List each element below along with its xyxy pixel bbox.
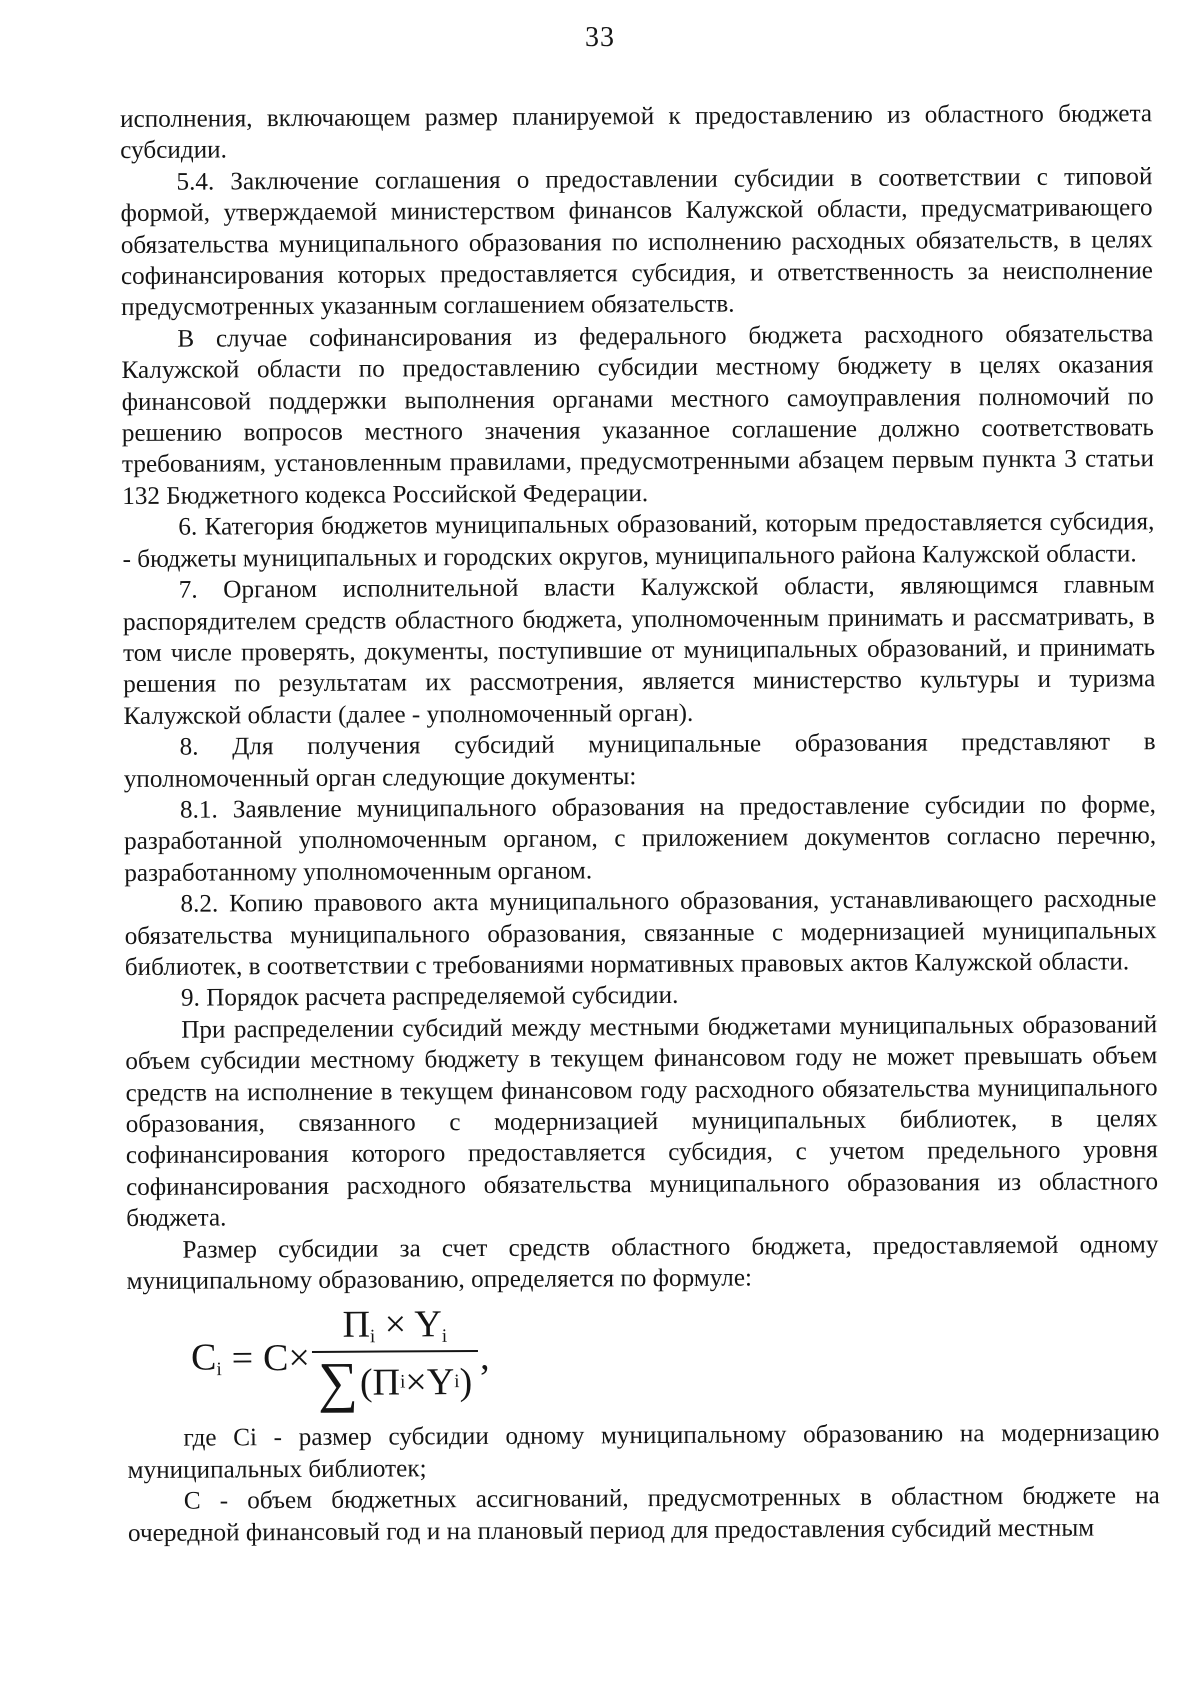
formula-equals: =: [231, 1337, 254, 1380]
formula-lhs: $C_i$: [190, 1336, 222, 1381]
formula-denominator: ∑ ( П i × Y i ): [312, 1350, 478, 1411]
paragraph-7: 7. Органом исполнительной власти Калужской области, являющимся главным распорядителем средств областного бюджета, уполномоченным принимать и рассматривать, в том числе проверять, документы, поступившие от муниципальных образований, и принимать решения по результатам их рассмотрения, является министерство культуры и туризма Калужской области (далее - уполномоченный орган).: [122, 571, 1156, 730]
paragraph-federal-cofinancing: В случае софинансирования из федерального бюджета расходного обязательства Калужской области по предоставлению субсидии местному бюджету в целях оказания финансовой поддержки выполнения органами местного самоуправления полномочий по решению вопросов местного значения указанное соглашение должно соответствовать требованиям, установленным правилами, предусмотренными абзацем первым пункта 3 статьи 132 Бюджетного кодекса Российской Федерации.: [121, 320, 1155, 510]
sum-symbol: ∑: [317, 1351, 359, 1414]
subsidy-formula: [127, 1294, 1160, 1420]
paragraph-continuation: исполнения, включающем размер планируемой к предоставлению из областного бюджета субсидии.: [120, 100, 1153, 165]
paragraph-formula-intro: Размер субсидии за счет средств областного бюджета, предоставляемой одному муниципальному образованию, определяется по формуле:: [126, 1230, 1159, 1296]
formula-times: ×: [288, 1337, 311, 1380]
paragraph-ci-definition: где Ci - размер субсидии одному муниципальному образованию на модернизацию муниципальных библиотек;: [127, 1419, 1160, 1484]
formula-comma: ,: [479, 1336, 490, 1379]
paragraph-8-2: 8.2. Копию правового акта муниципального образования, устанавливающего расходные обязательства муниципального образования, связанные с модернизацией муниципальных библиотек, в соответствии с требованиями нормативных правовых актов Калужской области.: [124, 885, 1157, 981]
document-body: [120, 98, 1160, 1549]
formula-fraction: [312, 1303, 479, 1414]
paragraph-c-definition: C - объем бюджетных ассигнований, предусмотренных в областном бюджете на очередной финансовый год и на плановый период для предоставления субсидий местным: [127, 1482, 1160, 1547]
paragraph-8: 8. Для получения субсидий муниципальные образования представляют в уполномоченный орган следующие документы:: [123, 728, 1156, 793]
paragraph-5-4: 5.4. Заключение соглашения о предоставлении субсидии в соответствии с типовой формой, утверждаемой министерством финансов Калужской области, предусматривающего обязательства муниципального образования по исполнению расходных обязательств, в целях софинансирования которых предоставляется субсидия, и ответственность за неисполнение предусмотренных указанным соглашением обязательств.: [120, 163, 1154, 322]
paragraph-8-1: 8.1. Заявление муниципального образования на предоставление субсидии по форме, разработанной уполномоченным органом, с приложением документов согласно перечню, разработанному уполномоченным органом.: [124, 791, 1157, 887]
paragraph-distribution: При распределении субсидий между местными бюджетами муниципальных образований объем субсидии местному бюджету в текущем финансовом году не может превышать объем средств на исполнение в текущем финансовом году расходного обязательства муниципального образования, связанного с модернизацией муниципальных библиотек, в целях софинансирования которого предоставляется субсидия, с учетом предельного уровня софинансирования расходного обязательства муниципального образования из областного бюджета.: [125, 1011, 1159, 1233]
formula-total: C: [262, 1337, 289, 1380]
page-number: 33: [585, 22, 615, 53]
paragraph-9: 9. Порядок расчета распределяемой субсидии.: [180, 982, 679, 1013]
paragraph-6: 6. Категория бюджетов муниципальных образований, которым предоставляется субсидия, - бюджеты муниципальных и городских округов, муниципального района Калужской области.: [122, 508, 1155, 573]
formula-numerator: $П_i \times Y_i$: [342, 1303, 448, 1348]
